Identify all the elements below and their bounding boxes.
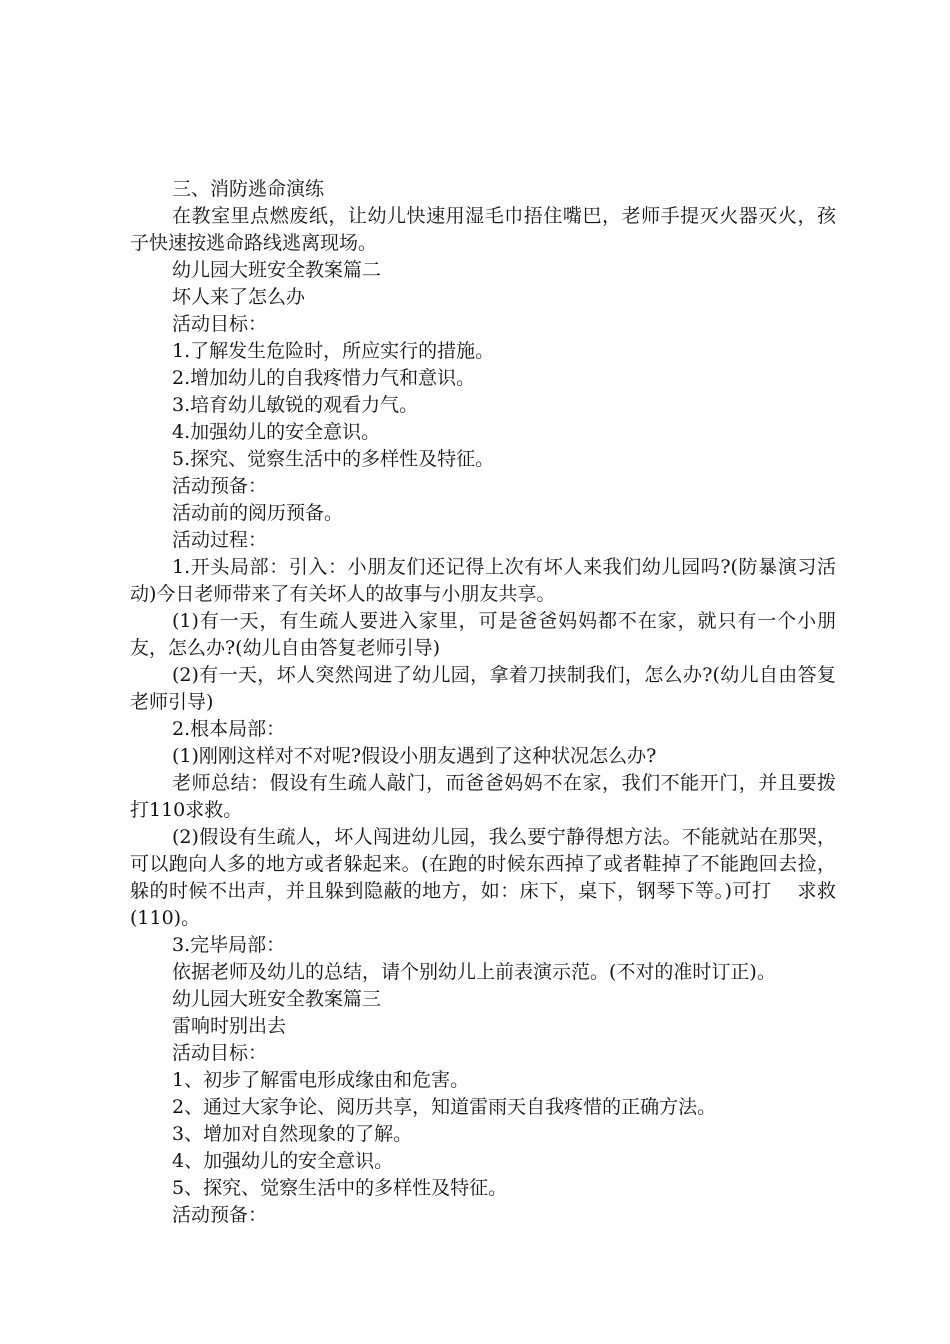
- paragraph: 老师总结：假设有生疏人敲门，而爸爸妈妈不在家，我们不能开门，并且要拨打110求救。: [130, 772, 836, 821]
- lesson-title-3: 幼儿园大班安全教案篇三: [172, 988, 382, 1010]
- paragraph: (1)刚刚这样对不对呢?假设小朋友遇到了这种状况怎么办?: [172, 745, 657, 767]
- activity-prep-heading: 活动预备：: [172, 475, 268, 497]
- list-item: 4.加强幼儿的安全意识。: [172, 421, 381, 443]
- paragraph: (2)有一天，坏人突然闯进了幼儿园，拿着刀挟制我们，怎么办?(幼儿自由答复老师引导): [130, 664, 836, 713]
- paragraph: 1.开头局部：引入：小朋友们还记得上次有坏人来我们幼儿园吗?(防暴演习活动)今日老师带来了有关坏人的故事与小朋友共享。: [130, 556, 836, 605]
- activity-prep-heading: 活动预备：: [172, 1204, 268, 1226]
- paragraph: 2.根本局部：: [172, 718, 286, 740]
- list-item: 2.增加幼儿的自我疼惜力气和意识。: [172, 367, 476, 389]
- paragraph: (1)有一天，有生疏人要进入家里，可是爸爸妈妈都不在家，就只有一个小朋友，怎么办?(幼儿自由答复老师引导): [130, 610, 836, 659]
- list-item: 5.探究、觉察生活中的多样性及特征。: [172, 448, 495, 470]
- list-item: 5、探究、觉察生活中的多样性及特征。: [172, 1177, 508, 1199]
- list-item: 2、通过大家争论、阅历共享，知道雷雨天自我疼惜的正确方法。: [172, 1096, 717, 1118]
- lesson-subtitle-3: 雷响时别出去: [172, 1015, 287, 1037]
- list-item: 3.培育幼儿敏锐的观看力气。: [172, 394, 419, 416]
- paragraph: 在教室里点燃废纸，让幼儿快速用湿毛巾捂住嘴巴，老师手提灭火器灭火，孩子快速按逃命路线逃离现场。: [130, 205, 836, 254]
- activity-goals-heading: 活动目标：: [172, 1042, 268, 1064]
- paragraph: 活动前的阅历预备。: [172, 502, 344, 524]
- list-item: 1.了解发生危险时，所应实行的措施。: [172, 340, 495, 362]
- activity-process-heading: 活动过程：: [172, 529, 268, 551]
- list-item: 3、增加对自然现象的了解。: [172, 1123, 413, 1145]
- list-item: 4、加强幼儿的安全意识。: [172, 1150, 394, 1172]
- paragraph: 依据老师及幼儿的总结，请个别幼儿上前表演示范。(不对的准时订正)。: [172, 961, 776, 983]
- lesson-title-2: 幼儿园大班安全教案篇二: [172, 259, 382, 281]
- paragraph: (2)假设有生疏人，坏人闯进幼儿园，我么要宁静得想方法。不能就站在那哭，可以跑向人多的地方或者躲起来。(在跑的时候东西掉了或者鞋掉了不能跑回去捡，躲的时候不出声，并且躲到隐蔽的地方，如：床下，桌下，钢琴下等。)可打 求救(110)。: [130, 826, 836, 929]
- lesson-subtitle-2: 坏人来了怎么办: [172, 286, 306, 308]
- list-item: 1、初步了解雷电形成缘由和危害。: [172, 1069, 470, 1091]
- paragraph: 3.完毕局部：: [172, 934, 286, 956]
- activity-goals-heading: 活动目标：: [172, 313, 268, 335]
- section-heading-fire-drill: 三、消防逃命演练: [172, 178, 325, 200]
- document-body: [130, 176, 836, 1229]
